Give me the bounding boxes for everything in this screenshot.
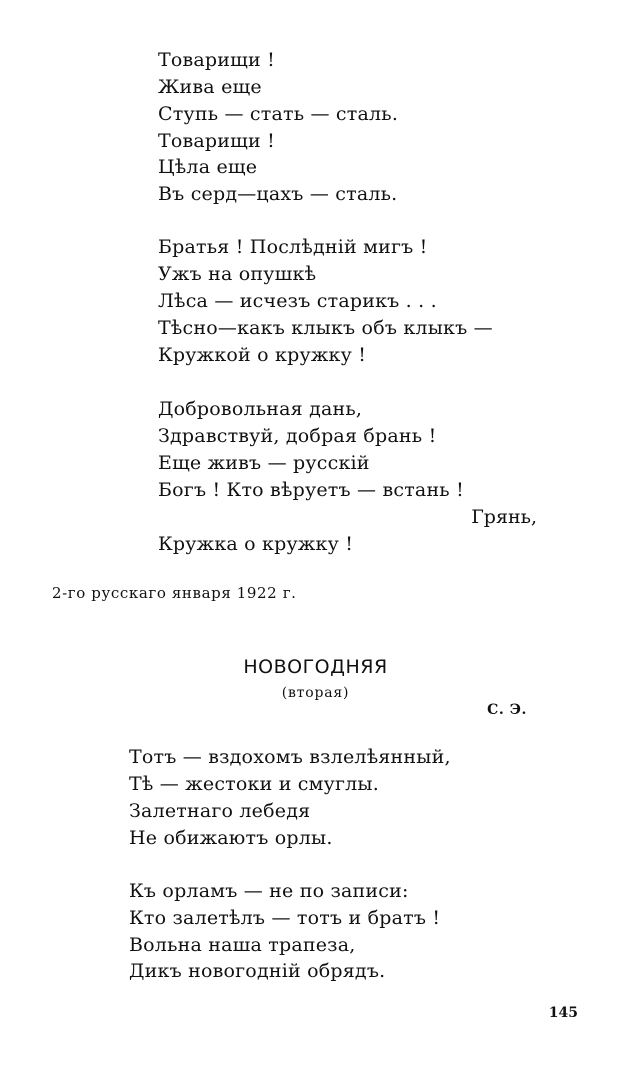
poem-line: Здравствуй, добрая брань ! <box>158 425 437 447</box>
poem-line: Залетнаго лебедя <box>129 800 311 822</box>
poem-line-right-aligned: Грянь, <box>471 506 537 528</box>
poem-line: Добровольная дань, <box>158 398 363 420</box>
poem-line: Ступь — стать — сталь. <box>158 103 399 125</box>
poem-line: Лѣса — исчезъ старикъ . . . <box>158 290 437 312</box>
poem-line: Тѣ — жестоки и смуглы. <box>129 773 379 795</box>
poem-line: Товарищи ! <box>158 130 275 152</box>
poem-line: Жива еще <box>158 76 262 98</box>
poem-line: Тѣсно—какъ клыкъ объ клыкъ — <box>158 317 493 339</box>
poem-line: Еще живъ — русскiй <box>158 452 370 474</box>
poem-line: Кто залетѣлъ — тотъ и братъ ! <box>129 907 441 929</box>
poem-line: Братья ! Послѣднiй мигъ ! <box>158 236 428 258</box>
poem-subtitle: (вторая) <box>281 685 350 701</box>
poem-line: Дикъ новогоднiй обрядъ. <box>129 960 386 982</box>
poem-date: 2-го русскаго января 1922 г. <box>52 584 297 602</box>
poem-line: Кружкой о кружку ! <box>158 344 367 366</box>
poem-line: Товарищи ! <box>158 49 275 71</box>
page-number: 145 <box>548 1005 578 1021</box>
poem-line: Ужъ на опушкѣ <box>158 263 317 285</box>
poem-line: Въ серд—цахъ — сталь. <box>158 183 398 205</box>
poem-line: Тотъ — вздохомъ взлелѣянный, <box>129 746 451 768</box>
poem-line: Богъ ! Кто вѣруетъ — встань ! <box>158 479 464 501</box>
poem-line: Кружка о кружку ! <box>158 533 354 555</box>
poem-line: Вольна наша трапеза, <box>129 934 356 956</box>
poem-author: С. Э. <box>487 702 527 718</box>
poem-line: Не обижаютъ орлы. <box>129 827 333 849</box>
poem-title: НОВОГОДНЯЯ <box>243 656 388 678</box>
poem-line: Къ орламъ — не по записи: <box>129 880 409 902</box>
poem-line: Цѣла еще <box>158 156 258 178</box>
